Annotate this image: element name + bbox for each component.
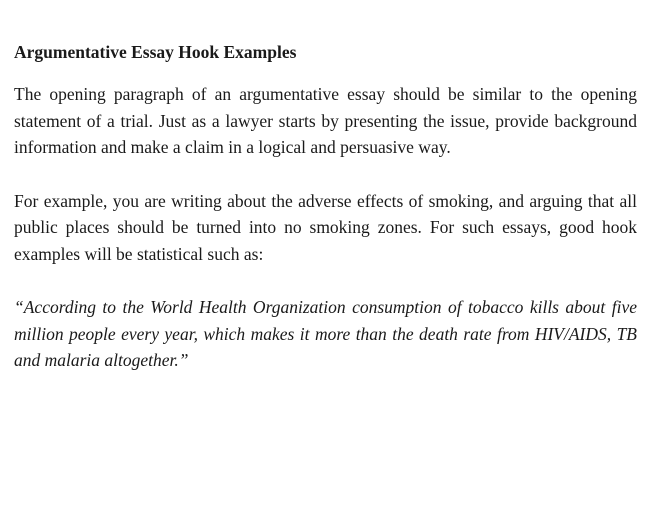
paragraph-example: For example, you are writing about the adverse effects of smoking, and arguing that all public places should be turned into no smoking zones. For such essays, good hook examples will be statistical such as: [14, 190, 637, 264]
quote-paragraph: “According to the World Health Organization consumption of tobacco kills about five million people every year, which makes it more than the death rate from HIV/AIDS, TB and malaria altogether.” [14, 297, 637, 370]
section-heading: Argumentative Essay Hook Examples [14, 42, 297, 62]
paragraph-intro: The opening paragraph of an argumentative essay should be similar to the opening statement of a trial. Just as a lawyer starts by presenting the issue, provide background information and make a claim in a logical and persuasive way. [14, 84, 637, 157]
document-page [14, 40, 637, 401]
